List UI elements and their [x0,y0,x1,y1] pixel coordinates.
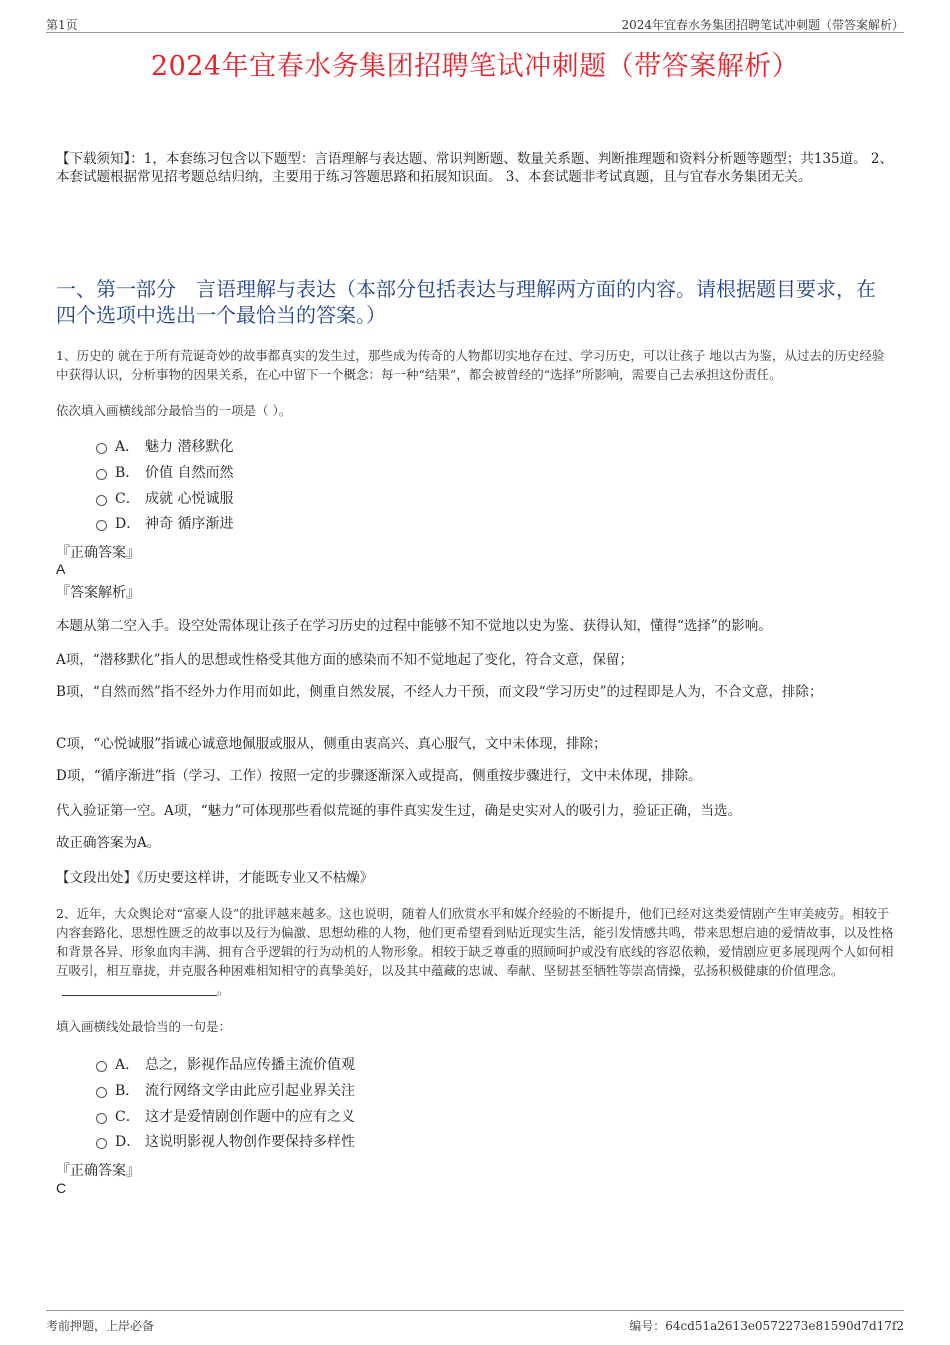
question-2-prompt: 填入画横线处最恰当的一句是： [56,1019,232,1034]
page-title: 2024年宜春水务集团招聘笔试冲刺题（带答案解析） [150,51,800,82]
question-2-text: 2、近年，大众舆论对“富豪人设”的批评越来越多。这也说明，随着人们欣赏水平和媒介经验的不断提升，他们已经对这类爱情剧产生审美疲劳。相较于内容套路化、思想性匮乏的故事以及行为偏激、思想幼稚的人物，他们更希望看到贴近现实生活，能引发情感共鸣，带来思想启迪的爱情故事，以及性格和背景各异、形象血肉丰满、拥有合乎逻辑的行为动机的人物形象。相较于缺乏尊重的照顾呵护或没有底线的容忍依赖，爱情剧应更多展现两个人如何相互吸引，相互靠拢，并克服各种困难相知相守的真挚美好，以及其中蕴藏的忠诚、奉献、坚韧甚至牺牲等崇高情操，弘扬积极健康的价值理念。。 [56,906,894,997]
q2-option-d[interactable]: D． 这说明影视人物创作要保持多样性 [96,1131,355,1151]
q1-analysis-6: 代入验证第一空。A项，“魅力”可体现那些看似荒诞的事件真实发生过，确是史实对人的吸引力，验证正确，当选。 [56,803,742,819]
q1-answer: A [56,561,66,577]
q1-analysis-label: 『答案解析』 [56,585,140,601]
radio-icon[interactable] [96,495,107,506]
q1-analysis-7: 故正确答案为A。 [56,835,161,851]
q1-analysis-2: A项，“潜移默化”指人的思想或性格受其他方面的感染而不知不觉地起了变化，符合文意，保留； [56,652,634,668]
q2-answer-label: 『正确答案』 [56,1163,140,1179]
question-1-prompt: 依次填入画横线部分最恰当的一项是（ ）。 [56,403,292,418]
radio-icon[interactable] [96,469,107,480]
q1-analysis-3: B项，“自然而然”指不经外力作用而如此，侧重自然发展，不经人力干预，而文段“学习历史”的过程即是人为，不合文意，排除； [56,684,823,700]
footer-serial: 编号：64cd51a2613e0572273e81590d7d17f2 [629,1319,904,1333]
answer-blank-line [62,981,217,996]
page-header [46,14,904,33]
q1-analysis-5: D项，“循序渐进”指（学习、工作）按照一定的步骤逐渐深入或提高，侧重按步骤进行，文中未体现，排除。 [56,768,702,784]
q1-analysis-1: 本题从第二空入手。设空处需体现让孩子在学习历史的过程中能够不知不觉地以史为鉴、获得认知，懂得“选择”的影响。 [56,618,772,634]
q2-option-b[interactable]: B． 流行网络文学由此应引起业界关注 [96,1080,355,1100]
q1-option-d[interactable]: D． 神奇 循序渐进 [96,513,233,533]
footer-slogan: 考前押题，上岸必备 [46,1319,155,1333]
radio-icon[interactable] [96,443,107,454]
radio-icon[interactable] [96,1061,107,1072]
page-footer [46,1310,904,1335]
q1-answer-label: 『正确答案』 [56,545,140,561]
download-notice: 【下载须知】：1，本套练习包含以下题型：言语理解与表达题、常识判断题、数量关系题、判断推理题和资料分析题等题型；共135道。 2、本套试题根据常见招考题总结归纳，主要用于练习答题思路和拓展知识面。 3、本套试题非考试真题，且与宜春水务集团无关。 [56,151,893,185]
q1-analysis-4: C项，“心悦诚服”指诚心诚意地佩服或服从，侧重由衷高兴、真心服气，文中未体现，排除； [56,736,607,752]
radio-icon[interactable] [96,1113,107,1124]
q2-option-a[interactable]: A． 总之，影视作品应传播主流价值观 [96,1054,355,1074]
q1-option-b[interactable]: B． 价值 自然而然 [96,462,233,482]
radio-icon[interactable] [96,520,107,531]
q1-source: 【文段出处】《历史要这样讲，才能既专业又不枯燥》 [56,870,374,886]
radio-icon[interactable] [96,1138,107,1149]
q1-option-c[interactable]: C． 成就 心悦诚服 [96,488,233,508]
page-number: 第1页 [46,18,78,32]
header-doc-title: 2024年宜春水务集团招聘笔试冲刺题（带答案解析） [621,18,904,32]
radio-icon[interactable] [96,1087,107,1098]
question-1-text: 1、历史的 就在于所有荒诞奇妙的故事都真实的发生过，那些成为传奇的人物都切实地存在过、学习历史，可以让孩子 地以古为鉴，从过去的历史经验中获得认识，分析事物的因果关系，在心中留下一个概念：每一种“结果”，都会被曾经的“选择”所影响，需要自己去承担这份责任。 [56,348,885,382]
q2-answer: C [56,1180,67,1196]
q1-option-a[interactable]: A． 魅力 潜移默化 [96,436,233,456]
section-heading: 一、第一部分 言语理解与表达（本部分包括表达与理解两方面的内容。请根据题目要求，在四个选项中选出一个最恰当的答案。） [56,277,876,327]
q2-option-c[interactable]: C． 这才是爱情剧创作题中的应有之义 [96,1106,355,1126]
